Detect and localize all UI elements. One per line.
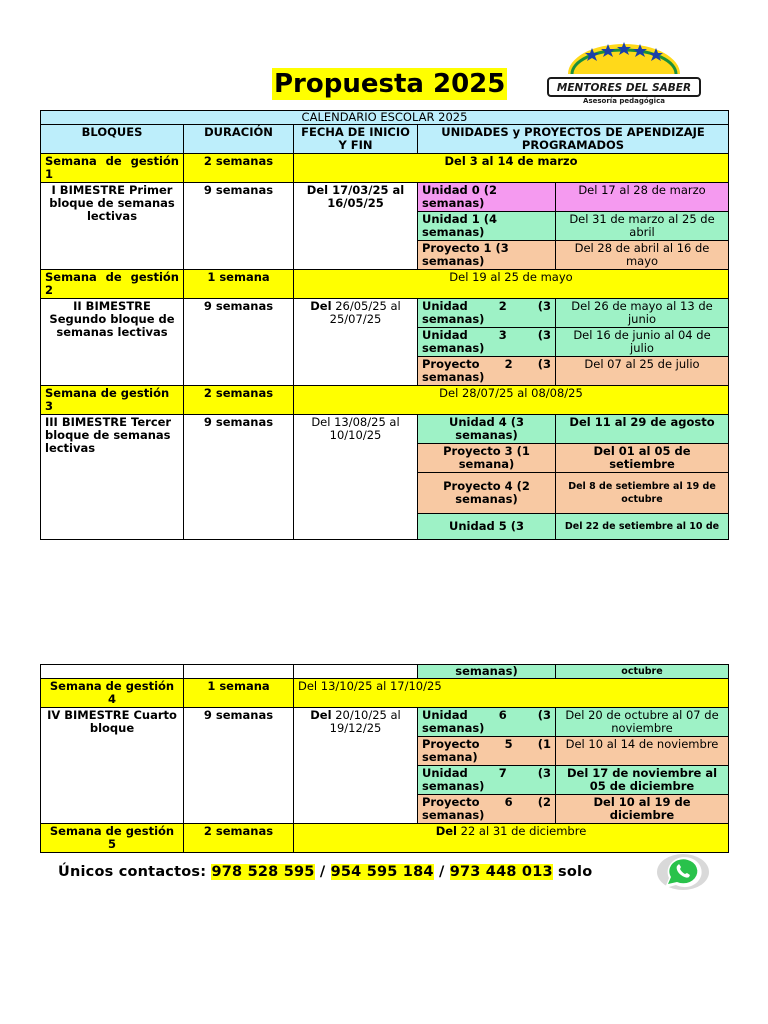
proyecto-3-fechas: Del 01 al 05 de setiembre [556,444,729,473]
gestion-2-bloque: Semana de gestión 2 [41,270,184,299]
bimestre-1-bloque: I BIMESTRE Primer bloque de semanas lectivas [41,183,184,270]
unidad-5-cont: semanas) [418,665,556,679]
contacts-line: Únicos contactos: 978 528 595 / 954 595 184 / 973 448 013 solo [58,864,593,880]
proyecto-6-fechas: Del 10 al 19 de diciembre [556,795,729,824]
gestion-5-bloque: Semana de gestión 5 [41,824,184,853]
unidad-3-fechas: Del 16 de junio al 04 de julio [556,328,729,357]
bimestre-3-bloque: III BIMESTRE Tercer bloque de semanas lectivas [41,415,184,540]
proyecto-1-fechas: Del 28 de abril al 16 de mayo [556,241,729,270]
unidad-6-fechas: Del 20 de octubre al 07 de noviembre [556,708,729,737]
phone-3[interactable]: 973 448 013 [449,864,553,880]
header-duracion: DURACIÓN [184,125,294,154]
gestion-4-duracion: 1 semana [184,679,294,708]
gestion-2-fecha: Del 19 al 25 de mayo [294,270,729,299]
unidad-4-fechas: Del 11 al 29 de agosto [556,415,729,444]
unidad-5-fechas: Del 22 de setiembre al 10 de [556,514,729,540]
gestion-4-fecha: Del 13/10/25 al 17/10/25 [294,679,729,708]
bimestre-4-bloque: IV BIMESTRE Cuarto bloque [41,708,184,824]
unidad-0: Unidad 0 (2 semanas) [418,183,556,212]
unidad-0-fechas: Del 17 al 28 de marzo [556,183,729,212]
proyecto-3: Proyecto 3 (1 semana) [418,444,556,473]
gestion-3-fecha: Del 28/07/25 al 08/08/25 [294,386,729,415]
bimestre-3-duracion: 9 semanas [184,415,294,540]
proyecto-5-fechas: Del 10 al 14 de noviembre [556,737,729,766]
calendar-table-continued [40,664,729,853]
logo-subtitle: Asesoría pedagógica [583,97,665,105]
whatsapp-icon [652,850,712,894]
proyecto-6: Proyecto 6 (2 semanas) [418,795,556,824]
gestion-1-bloque: Semana de gestión 1 [41,154,184,183]
bimestre-1-duracion: 9 semanas [184,183,294,270]
bimestre-4-fecha: Del 20/10/25 al 19/12/25 [294,708,418,824]
proyecto-1: Proyecto 1 (3 semanas) [418,241,556,270]
gestion-3-duracion: 2 semanas [184,386,294,415]
unidad-1: Unidad 1 (4 semanas) [418,212,556,241]
gestion-5-duracion: 2 semanas [184,824,294,853]
unidad-5-fechas-cont: octubre [556,665,729,679]
table-caption: CALENDARIO ESCOLAR 2025 [41,111,729,125]
bimestre-4-duracion: 9 semanas [184,708,294,824]
bimestre-1-fecha: Del 17/03/25 al 16/05/25 [294,183,418,270]
unidad-1-fechas: Del 31 de marzo al 25 de abril [556,212,729,241]
header-fecha: FECHA DE INICIO Y FIN [294,125,418,154]
calendar-table [40,110,729,540]
unidad-7-fechas: Del 17 de noviembre al 05 de diciembre [556,766,729,795]
unidad-7: Unidad 7 (3 semanas) [418,766,556,795]
gestion-3-bloque: Semana de gestión 3 [41,386,184,415]
page-title: Propuesta 2025 [274,69,506,99]
phone-2[interactable]: 954 595 184 [330,864,434,880]
contacts-label: Únicos contactos: [58,864,207,880]
header-unidades: UNIDADES y PROYECTOS DE APENDIZAJE PROGRAMADOS [418,125,729,154]
logo-name: MENTORES DEL SABER [556,82,692,94]
contacts-suffix: solo [558,864,593,880]
unidad-3: Unidad 3 (3 semanas) [418,328,556,357]
proyecto-2-fechas: Del 07 al 25 de julio [556,357,729,386]
header-bloques: BLOQUES [41,125,184,154]
unidad-2-fechas: Del 26 de mayo al 13 de junio [556,299,729,328]
bimestre-2-duracion: 9 semanas [184,299,294,386]
unidad-4: Unidad 4 (3 semanas) [418,415,556,444]
gestion-4-bloque: Semana de gestión 4 [41,679,184,708]
gestion-1-duracion: 2 semanas [184,154,294,183]
gestion-5-fecha: Del 22 al 31 de diciembre [294,824,729,853]
proyecto-4-fechas: Del 8 de setiembre al 19 de octubre [556,473,729,514]
proyecto-5: Proyecto 5 (1 semana) [418,737,556,766]
unidad-6: Unidad 6 (3 semanas) [418,708,556,737]
mentores-logo [546,40,702,106]
proyecto-2: Proyecto 2 (3 semanas) [418,357,556,386]
proyecto-4: Proyecto 4 (2 semanas) [418,473,556,514]
phone-1[interactable]: 978 528 595 [211,864,315,880]
unidad-5: Unidad 5 (3 [418,514,556,540]
gestion-1-fecha: Del 3 al 14 de marzo [294,154,729,183]
bimestre-3-fecha: Del 13/08/25 al 10/10/25 [294,415,418,540]
bimestre-2-bloque: II BIMESTRE Segundo bloque de semanas lectivas [41,299,184,386]
bimestre-2-fecha: Del 26/05/25 al 25/07/25 [294,299,418,386]
unidad-2: Unidad 2 (3 semanas) [418,299,556,328]
gestion-2-duracion: 1 semana [184,270,294,299]
